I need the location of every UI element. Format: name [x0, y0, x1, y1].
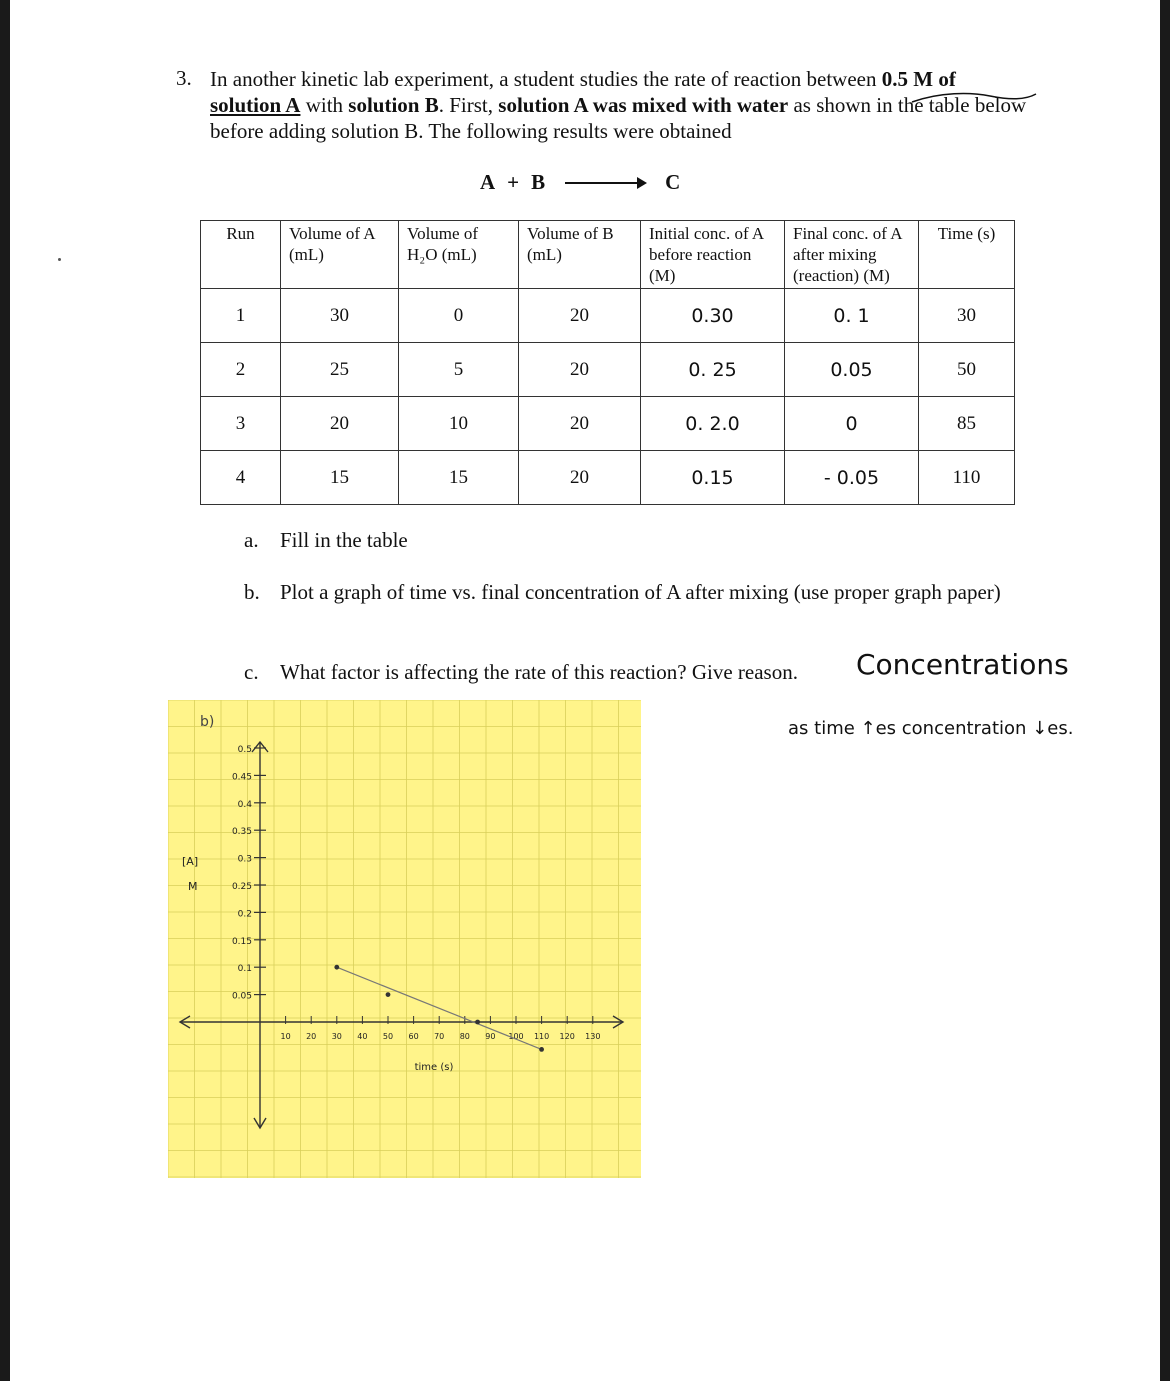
cell-vol-b: 20	[519, 451, 641, 505]
reaction-equation	[480, 170, 680, 195]
underline-squiggle	[910, 88, 1040, 108]
header-final-conc: Final conc. of A after mixing (reaction) (M)	[785, 221, 919, 289]
data-point	[386, 992, 391, 997]
cell-initial-conc: 0. 25	[641, 343, 785, 397]
y-tick-label: 0.1	[237, 964, 252, 975]
reactant-b: B	[531, 170, 546, 194]
y-tick-label: 0.4	[237, 799, 252, 810]
x-tick-label: 10	[280, 1032, 291, 1041]
data-point	[475, 1020, 480, 1025]
cell-time: 30	[919, 289, 1015, 343]
table-header-row	[201, 221, 1015, 289]
worksheet-page	[10, 0, 1160, 1381]
x-axis-label: time (s)	[414, 1062, 454, 1073]
cell-final-conc: 0	[785, 397, 919, 451]
cell-run: 3	[201, 397, 281, 451]
header-time: Time (s)	[919, 221, 1015, 289]
y-tick-label: 0.3	[237, 854, 252, 865]
cell-final-conc: 0.05	[785, 343, 919, 397]
cell-run: 1	[201, 289, 281, 343]
x-tick-label: 80	[459, 1032, 470, 1041]
header-volume-b: Volume of B (mL)	[519, 221, 641, 289]
cell-vol-b: 20	[519, 343, 641, 397]
cell-time: 85	[919, 397, 1015, 451]
x-tick-label: 30	[331, 1032, 342, 1041]
cell-vol-h2o: 10	[399, 397, 519, 451]
x-tick-label: 90	[485, 1032, 496, 1041]
reaction-arrow-icon	[565, 182, 645, 184]
cell-initial-conc: 0.15	[641, 451, 785, 505]
x-tick-label: 60	[408, 1032, 419, 1041]
header-volume-h2o: Volume of H₂O (mL)	[399, 221, 519, 289]
subquestion-b-label: b.	[244, 580, 260, 604]
cell-initial-conc: 0.30	[641, 289, 785, 343]
y-tick-label: 0.35	[231, 827, 252, 838]
subquestion-c	[244, 658, 844, 688]
cell-vol-h2o: 0	[399, 289, 519, 343]
results-table	[200, 220, 1015, 505]
cell-initial-conc: 0. 2.0	[641, 397, 785, 451]
y-tick-label: 0.2	[237, 909, 252, 920]
y-axis-label: [A]	[182, 855, 199, 868]
x-tick-label: 110	[533, 1032, 550, 1041]
stray-dot	[58, 258, 61, 261]
y-tick-label: 0.5	[237, 745, 252, 755]
subquestion-a	[244, 526, 1024, 556]
cell-time: 110	[919, 451, 1015, 505]
table-row	[201, 289, 1015, 343]
product-c: C	[665, 170, 681, 194]
y-tick-label: 0.15	[231, 936, 252, 947]
cell-vol-h2o: 15	[399, 451, 519, 505]
cell-vol-h2o: 5	[399, 343, 519, 397]
right-frame	[1160, 0, 1170, 1381]
cell-vol-a: 30	[281, 289, 399, 343]
x-tick-label: 100	[508, 1032, 524, 1041]
answer-c-reason: as time ↑es concentration ↓es.	[788, 718, 1074, 739]
subquestion-c-label: c.	[244, 660, 259, 684]
concentration-time-graph	[168, 700, 641, 1178]
header-volume-a: Volume of A (mL)	[281, 221, 399, 289]
subquestion-b	[244, 578, 1024, 638]
y-tick-label: 0.45	[231, 772, 252, 783]
cell-vol-b: 20	[519, 397, 641, 451]
cell-vol-a: 15	[281, 451, 399, 505]
subquestion-a-text: Fill in the table	[280, 528, 408, 552]
cell-time: 50	[919, 343, 1015, 397]
header-run: Run	[201, 221, 281, 289]
reactant-a: A	[480, 170, 496, 194]
table-row	[201, 397, 1015, 451]
x-tick-label: 20	[306, 1032, 317, 1041]
part-b-label: b)	[200, 714, 215, 730]
cell-run: 2	[201, 343, 281, 397]
x-tick-label: 120	[559, 1032, 575, 1041]
question-number: 3.	[176, 66, 192, 90]
subquestion-a-label: a.	[244, 528, 259, 552]
y-axis-unit-label: M	[188, 880, 198, 893]
header-initial-conc: Initial conc. of A before reaction (M)	[641, 221, 785, 289]
answer-c-main: Concentrations	[856, 648, 1069, 681]
y-tick-label: 0.05	[231, 991, 252, 1002]
question-text: In another kinetic lab experiment, a student studies the rate of reaction between 0.5 M of solution A with solution B. First, solution A was mixed with water as shown in the table below before adding solution B. The following results were obtained	[210, 67, 1027, 143]
x-tick-label: 130	[585, 1032, 601, 1041]
x-tick-label: 40	[357, 1032, 368, 1041]
x-tick-label: 70	[434, 1032, 445, 1041]
data-point	[539, 1047, 544, 1052]
subquestion-c-text: What factor is affecting the rate of this reaction? Give reason.	[280, 660, 798, 684]
subquestion-b-text: Plot a graph of time vs. final concentration of A after mixing (use proper graph paper)	[280, 580, 1001, 604]
y-tick-label: 0.25	[231, 882, 252, 892]
cell-final-conc: - 0.05	[785, 451, 919, 505]
cell-final-conc: 0. 1	[785, 289, 919, 343]
plus-sign: +	[507, 170, 520, 194]
x-tick-label: 50	[382, 1032, 394, 1041]
graph-paper	[168, 700, 641, 1178]
cell-vol-b: 20	[519, 289, 641, 343]
data-point	[334, 965, 339, 970]
cell-vol-a: 20	[281, 397, 399, 451]
cell-vol-a: 25	[281, 343, 399, 397]
left-frame	[0, 0, 10, 1381]
table-row	[201, 343, 1015, 397]
table-row	[201, 451, 1015, 505]
cell-run: 4	[201, 451, 281, 505]
